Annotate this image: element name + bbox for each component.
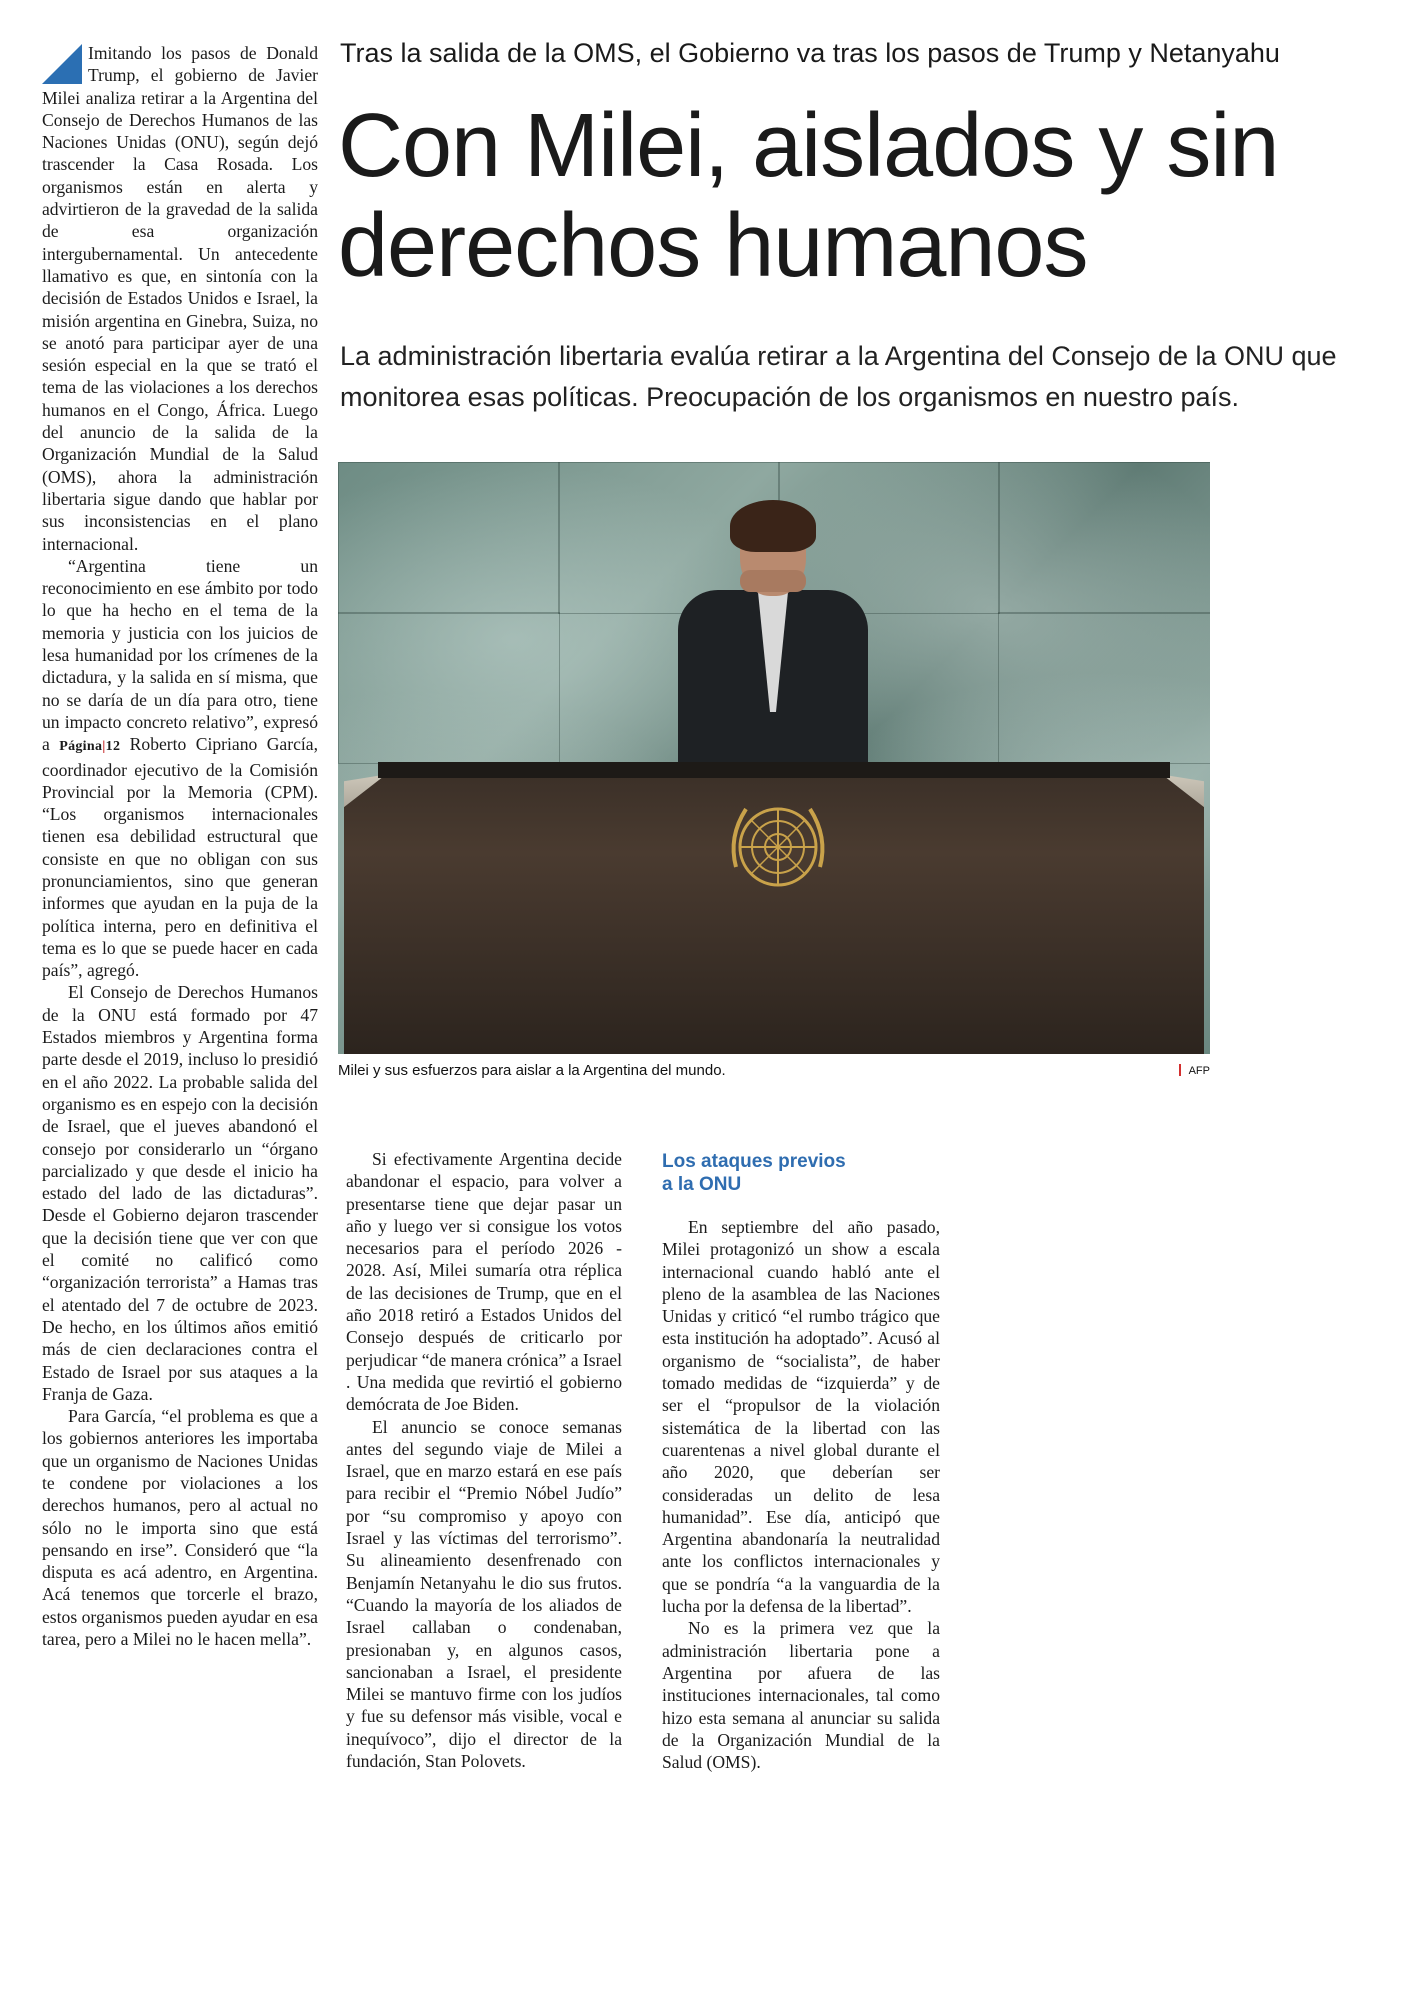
- pagina12-logo: Página|12: [59, 739, 121, 755]
- paragraph-text: Roberto Cipriano García, coordinador ejecutivo de la Comisión Provincial por la Memoria (CPM). “Los organismos internacionales tienen esa debilidad estructural que consiste en que no obligan con sus pronunciamientos, sino que generan informes que ayudan en la puja de la política interna, pero en definitiva el tema es lo que se puede hacer en cada país”, agregó.: [42, 734, 318, 981]
- column-1: [42, 42, 318, 1650]
- speaker-figure: [678, 512, 868, 792]
- photo-caption-row: [338, 1061, 1210, 1081]
- marble-tile: [998, 462, 1210, 614]
- deck: La administración libertaria evalúa retirar a la Argentina del Consejo de la ONU que monitorea esas políticas. Preocupación de los organismos en nuestro país.: [340, 341, 1337, 412]
- photo-credit: AFP: [1179, 1061, 1210, 1081]
- paragraph-text: “Argentina tiene un reconocimiento en ese ámbito por todo lo que ha hecho en el tema de la memoria y justicia con los juicios de lesa humanidad por los crímenes de la dictadura, y la salida en sí misma, que no se daría de un día para otro, tiene un impacto concreto relativo”, expresó a: [42, 555, 318, 755]
- headline: Con Milei, aislados y sin derechos humanos: [338, 96, 1279, 296]
- sidebar-title: [662, 1150, 922, 1196]
- un-emblem-icon: [718, 787, 838, 907]
- paragraph: El Consejo de Derechos Humanos de la ONU está formado por 47 Estados miembros y Argentina forma parte desde el 2019, incluso lo presidió en el año 2022. La probable salida del organismo es en espejo con la decisión de Israel, que el jueves abandonó el consejo por considerarlo un “órgano parcializado y que desde el inicio ha estado del lado de las dictaduras”. Desde el Gobierno dejaron trascender que la decisión tiene que ver con que el comité no calificó como “organización terrorista” a Hamas tras el atentado del 7 de octubre de 2023. De hecho, en los últimos años emitió más de cien declaraciones contra el Estado de Israel por sus ataques a la Franja de Gaza.: [42, 982, 318, 1404]
- paragraph: Para García, “el problema es que a los gobiernos anteriores les importaba que un organismo de Naciones Unidas te condene por violaciones a los derechos humanos, pero al actual no sólo no le importa sino que está pensando en irse”. Consideró que “la disputa es acá adentro, en Argentina. Acá tenemos que torcerle el brazo, estos organismos pueden ayudar en esa tarea, pero a Milei no le hacen mella”.: [42, 1406, 318, 1650]
- sidebar-title-line: a la ONU: [662, 1174, 742, 1195]
- marble-tile: [998, 612, 1210, 764]
- paragraph: [42, 42, 318, 555]
- paragraph: El anuncio se conoce semanas antes del segundo viaje de Milei a Israel, que en marzo estará en ese país para recibir el “Premio Nóbel Judío” por “su compromiso y apoyo con Israel y las víctimas del terrorismo”. Su alineamiento desenfrenado con Benjamín Netanyahu le dio sus frutos. “Cuando la mayoría de los aliados de Israel callaban o condenaban, presionaban y, en algunos casos, sancionaban a Israel, el presidente Milei se mantuvo firme con los judíos y fue su defensor más visible, vocal e inequívoco”, dijo el director de la fundación, Stan Polovets.: [346, 1416, 622, 1772]
- logo-number: 12: [105, 739, 121, 755]
- photo-milei-un-podium: [338, 462, 1210, 1054]
- paragraph: [42, 555, 318, 982]
- corner-triangle-icon: [42, 44, 82, 84]
- marble-tile: [338, 462, 560, 614]
- podium-top: [378, 762, 1170, 778]
- paragraph: En septiembre del año pasado, Milei protagonizó un show a escala internacional cuando habló ante el pleno de la asamblea de las Naciones Unidas y criticó “el rumbo trágico que esta institución ha adoptado”. Acusó al organismo de “socialista”, de haber tomado medidas de “izquierda” y de ser el “propulsor de la violación sistemática de la libertad con las cuarentenas a nivel global durante el año 2020, que deberían ser consideradas un delito de lesa humanidad”. Ese día, anticipó que Argentina abandonaría la neutralidad ante los conflictos internacionales y que se pondría “a la vanguardia de la lucha por la defensa de la libertad”.: [662, 1217, 940, 1617]
- lead-text: Imitando los pasos de Donald Trump, el gobierno de Javier Milei analiza retirar a la Argentina del Consejo de Derechos Humanos de las Naciones Unidas (ONU), según dejó trascender la Casa Rosada. Los organismos están en alerta y advirtieron de la gravedad de la salida de esa organización intergubernamental. Un antecedente llamativo es que, en sintonía con la decisión de Estados Unidos e Israel, la misión argentina en Ginebra, Suiza, no se anotó para participar ayer de una sesión especial en la que se trató el tema de las violaciones a los derechos humanos en el Congo, África. Luego del anuncio de la salida de la Organización Mundial de la Salud (OMS), ahora la administración libertaria sigue dando que hablar por sus inconsistencias en el plano internacional.: [42, 43, 318, 554]
- sidebar-column: [662, 1216, 940, 1773]
- paragraph: Si efectivamente Argentina decide abandonar el espacio, para volver a presentarse tiene que dejar pasar un año y luego ver si consigue los votos necesarios para el período 2026 - 2028. Así, Milei sumaría otra réplica de las decisiones de Trump, que en el año 2018 retiró a Estados Unidos del Consejo después de criticarlo por perjudicar “de manera crónica” a Israel . Una medida que revirtió el gobierno demócrata de Joe Biden.: [346, 1149, 622, 1415]
- logo-name: Página: [59, 739, 103, 755]
- sidebar-title-line: Los ataques previos: [662, 1151, 846, 1172]
- paragraph: No es la primera vez que la administración libertaria pone a Argentina por afuera de las instituciones internacionales, tal como hizo esta semana al anunciar su salida de la Organización Mundial de la Salud (OMS).: [662, 1618, 940, 1773]
- column-2: [346, 1148, 622, 1772]
- kicker: Tras la salida de la OMS, el Gobierno va tras los pasos de Trump y Netanyahu: [340, 38, 1280, 68]
- photo-caption: Milei y sus esfuerzos para aislar a la Argentina del mundo.: [338, 1062, 726, 1079]
- marble-tile: [338, 612, 560, 764]
